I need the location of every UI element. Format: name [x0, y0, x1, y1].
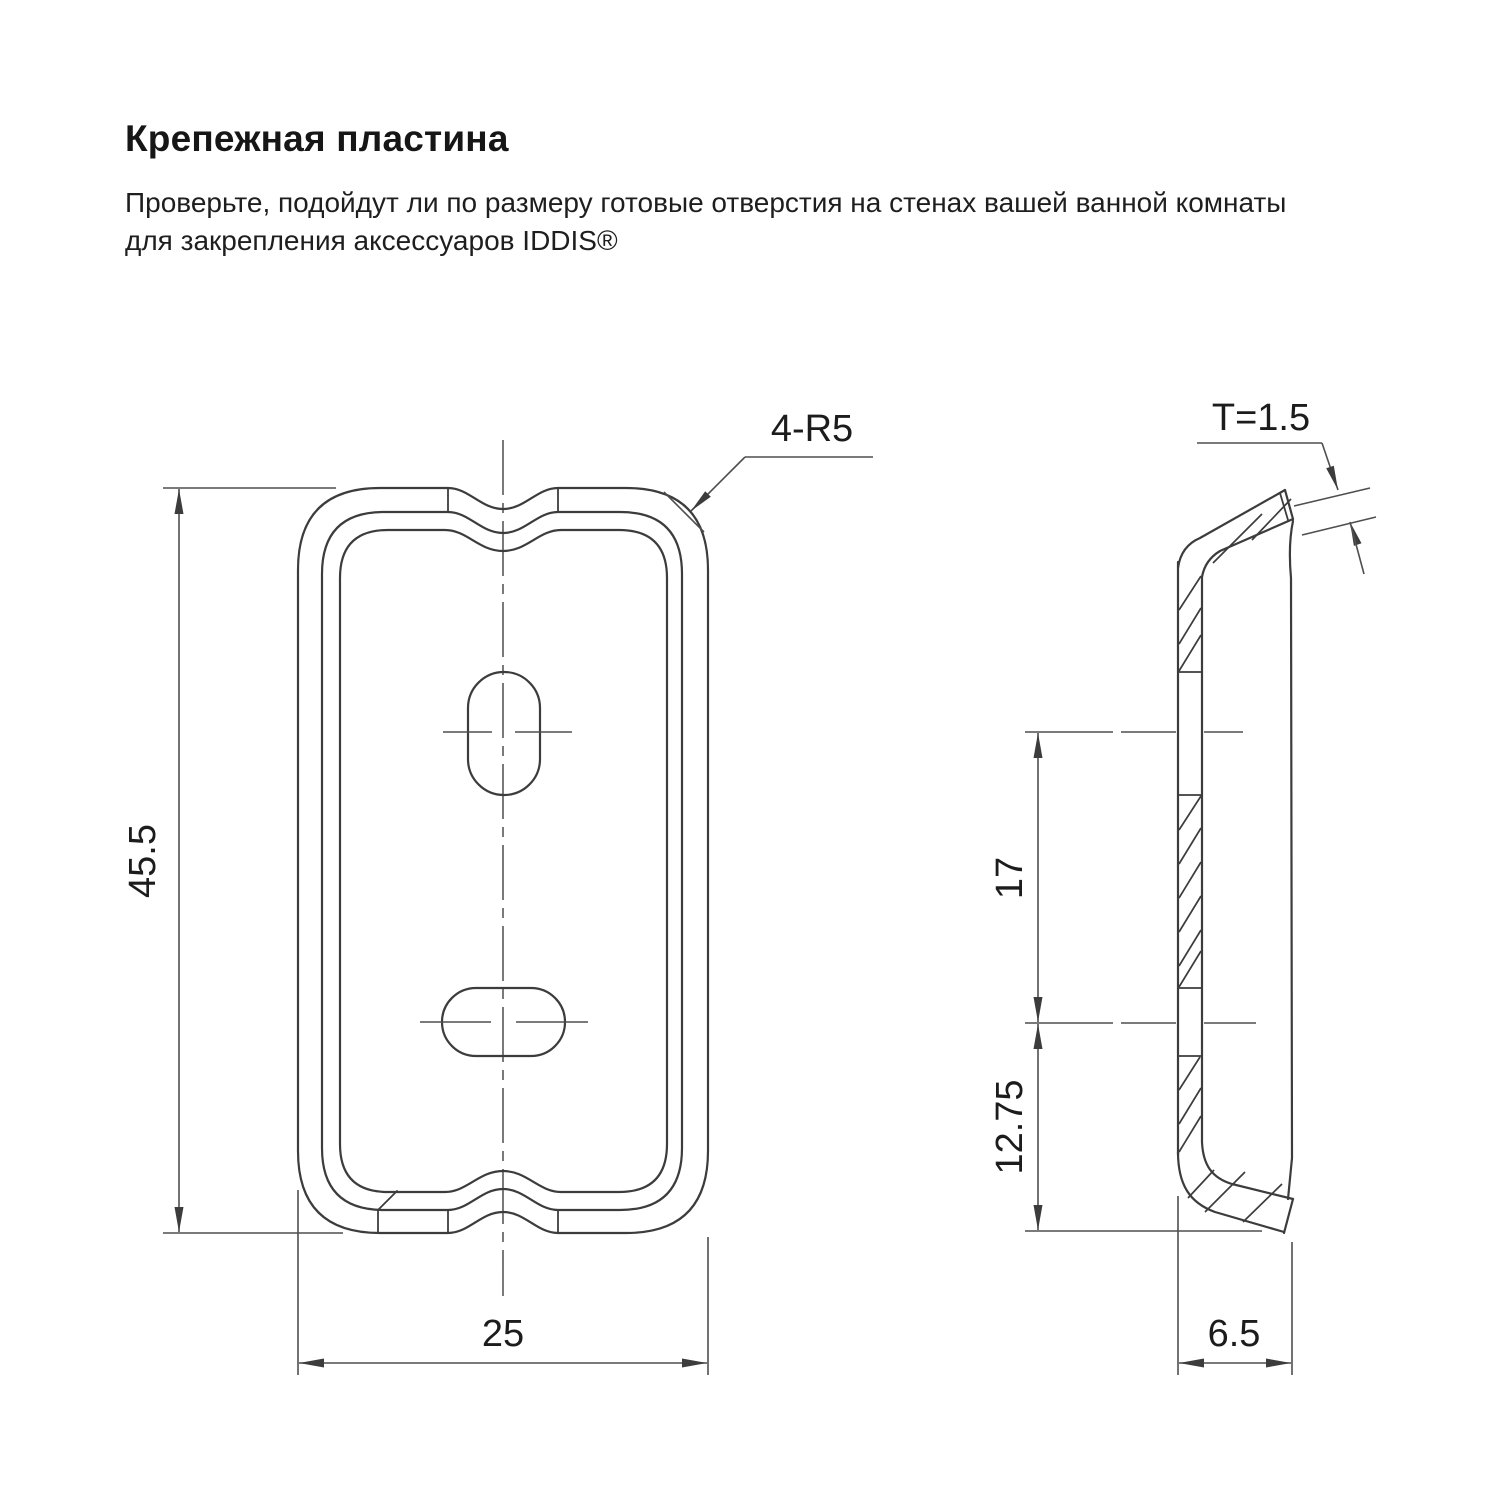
lower-offset-value: 12.75 [989, 1079, 1031, 1175]
bottom-flange [1178, 1142, 1293, 1233]
thickness-callout [1197, 397, 1376, 574]
mounting-holes [420, 672, 588, 1056]
section-hatching [1179, 499, 1291, 1222]
top-flange [1178, 490, 1293, 577]
side-view [989, 397, 1376, 1375]
rim-profile-line [1288, 521, 1293, 1199]
dimension-hole-offsets [989, 732, 1262, 1231]
corner-radius-callout [664, 408, 873, 532]
corner-radius-value: 4-R5 [770, 408, 854, 450]
height-value: 45.5 [122, 824, 164, 898]
upper-slot-hole [468, 672, 540, 795]
front-view [122, 408, 873, 1375]
dimension-height [122, 488, 343, 1233]
thickness-value: T=1.5 [1211, 397, 1311, 439]
upper-offset-value: 17 [989, 856, 1031, 900]
dimension-depth [1178, 1196, 1292, 1375]
depth-value: 6.5 [1207, 1313, 1261, 1355]
subtitle-line-2: для закрепления аксессуаров IDDIS® [125, 225, 618, 256]
subtitle-line-1: Проверьте, подойдут ли по размеру готовые отверстия на стенах вашей ванной комнаты [125, 187, 1287, 218]
page-title: Крепежная пластина [125, 118, 509, 159]
width-value: 25 [481, 1313, 525, 1355]
